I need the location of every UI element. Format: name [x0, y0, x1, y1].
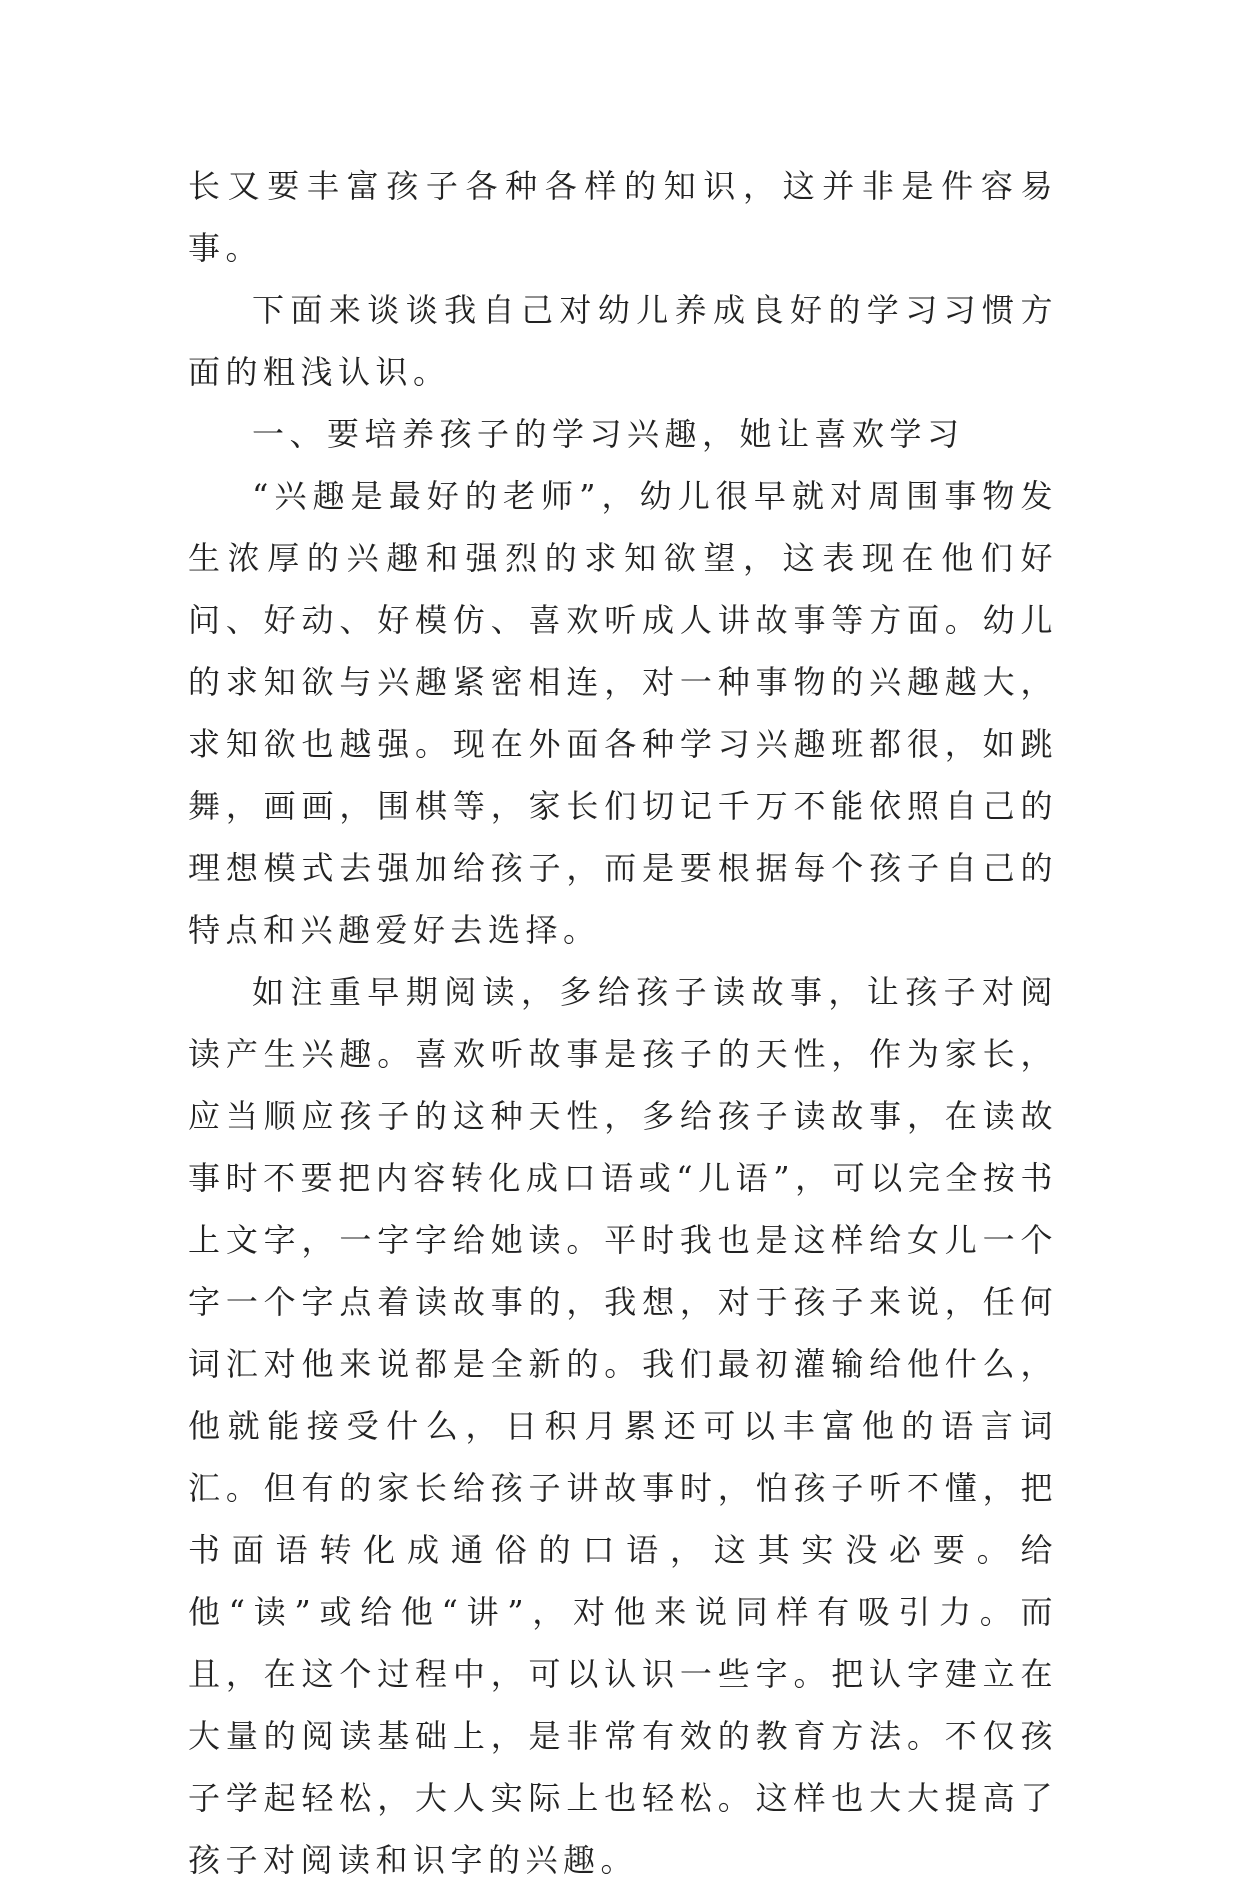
paragraph-reading: 如注重早期阅读，多给孩子读故事，让孩子对阅读产生兴趣。喜欢听故事是孩子的天性，作为家长，应当顺应孩子的这种天性，多给孩子读故事，在读故事时不要把内容转化成口语或“儿语”，可以完全按书上文字，一字字给她读。平时我也是这样给女儿一个字一个字点着读故事的，我想，对于孩子来说，任何词汇对他来说都是全新的。我们最初灌输给他什么，他就能接受什么，日积月累还可以丰富他的语言词汇。但有的家长给孩子讲故事时，怕孩子听不懂，把书面语转化成通俗的口语，这其实没必要。给他“读”或给他“讲”，对他来说同样有吸引力。而且，在这个过程中，可以认识一些字。把认字建立在大量的阅读基础上，是非常有效的教育方法。不仅孩子学起轻松，大人实际上也轻松。这样也大大提高了孩子对阅读和识字的兴趣。 — [188, 973, 1058, 1879]
paragraph-interest: “兴趣是最好的老师”，幼儿很早就对周围事物发生浓厚的兴趣和强烈的求知欲望，这表现在他们好问、好动、好模仿、喜欢听成人讲故事等方面。幼儿的求知欲与兴趣紧密相连，对一种事物的兴趣越大，求知欲也越强。现在外面各种学习兴趣班都很，如跳舞，画画，围棋等，家长们切记千万不能依照自己的理想模式去强加给孩子，而是要根据每个孩子自己的特点和兴趣爱好去选择。 — [188, 477, 1058, 949]
section-heading: 一、要培养孩子的学习兴趣，她让喜欢学习 — [252, 415, 965, 453]
body-text — [188, 155, 1058, 1891]
paragraph-intro: 下面来谈谈我自己对幼儿养成良好的学习习惯方面的粗浅认识。 — [188, 291, 1058, 391]
paragraph-continuation: 长又要丰富孩子各种各样的知识，这并非是件容易事。 — [188, 167, 1058, 267]
